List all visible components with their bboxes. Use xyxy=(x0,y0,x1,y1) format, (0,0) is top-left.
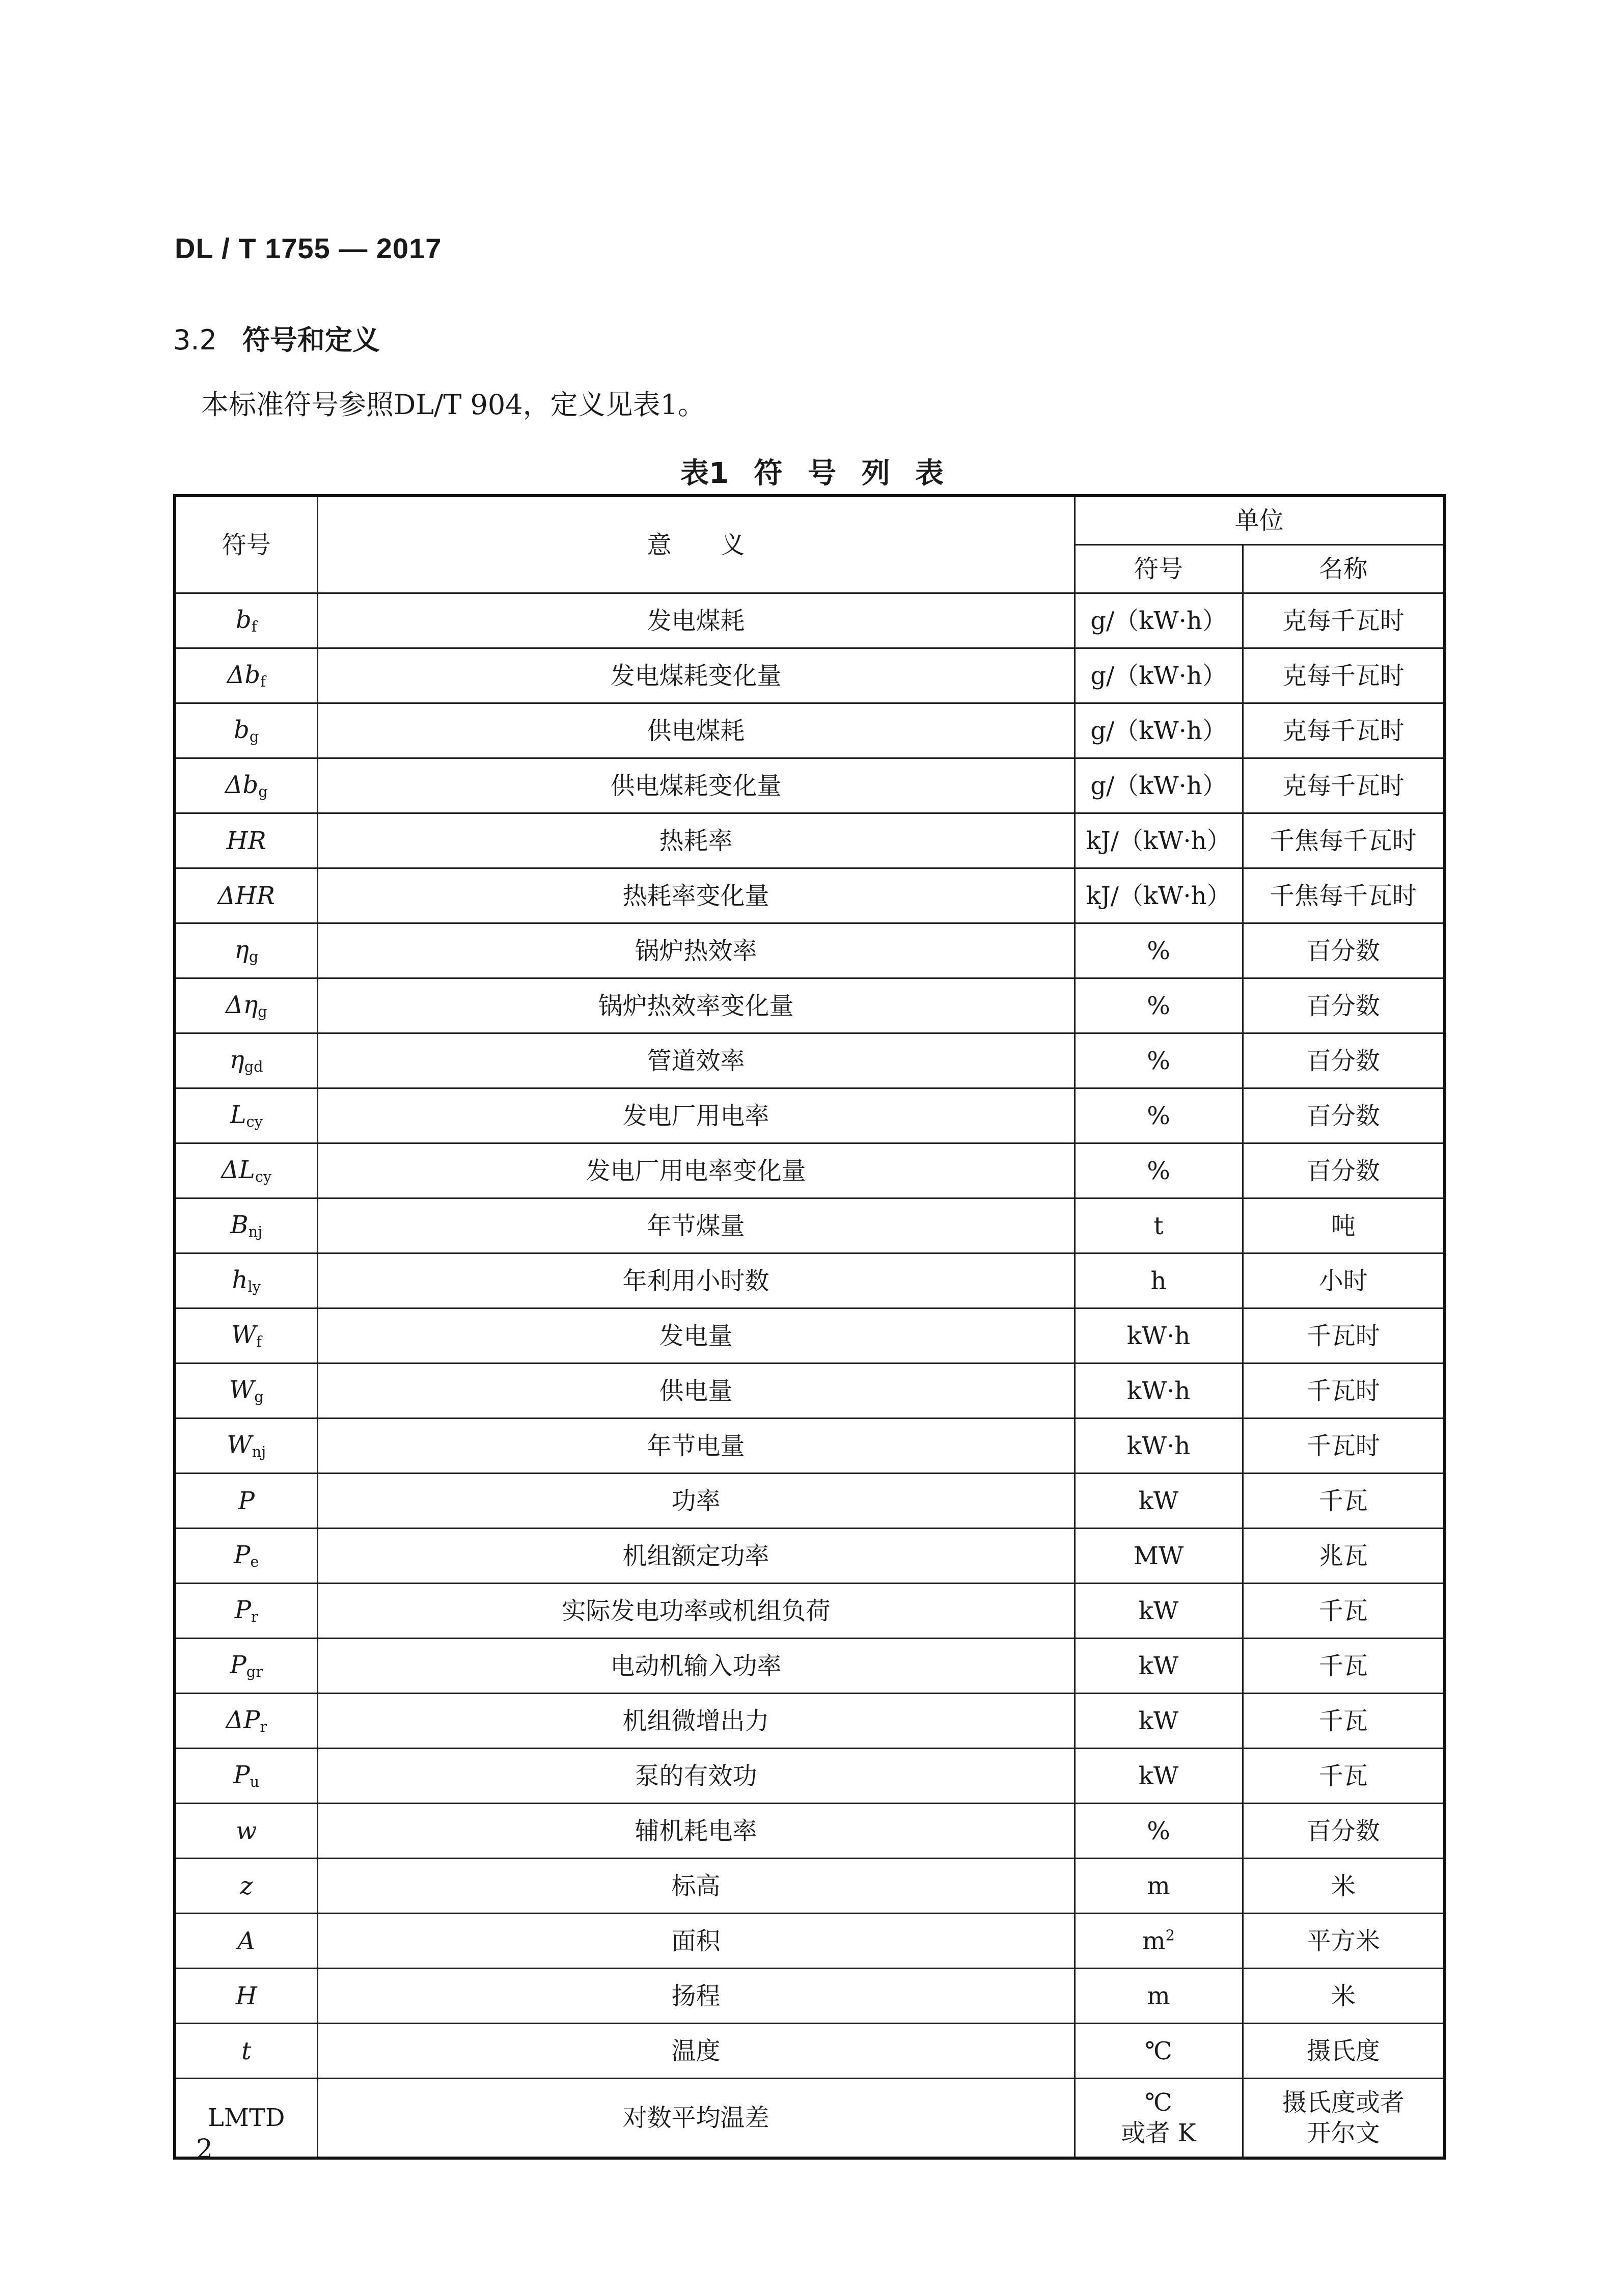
meaning-cell: 机组微增出力 xyxy=(317,1694,1075,1749)
symbol-base: P xyxy=(234,1596,251,1625)
meaning-cell: 年节煤量 xyxy=(317,1198,1075,1253)
table-body xyxy=(175,593,1445,2159)
meaning-cell: 锅炉热效率 xyxy=(317,923,1075,978)
meaning-cell: 标高 xyxy=(317,1859,1075,1914)
meaning-cell: 电动机输入功率 xyxy=(317,1639,1075,1694)
symbol-subscript: f xyxy=(256,1333,262,1351)
meaning-cell: 实际发电功率或机组负荷 xyxy=(317,1584,1075,1639)
symbol-subscript: g xyxy=(249,948,259,966)
symbol-base: η xyxy=(229,1046,244,1075)
table-row xyxy=(175,1584,1445,1639)
unit-name-cell: 米 xyxy=(1243,1969,1445,2024)
table-row xyxy=(175,1804,1445,1859)
unit-symbol-text: kW xyxy=(1138,1651,1179,1680)
symbol-base: HR xyxy=(226,826,266,855)
header-unit: 单位 xyxy=(1075,496,1445,545)
unit-symbol-cell xyxy=(1075,2024,1243,2079)
symbol-base: ΔL xyxy=(221,1156,255,1185)
symbol-cell xyxy=(175,2024,317,2079)
table-row xyxy=(175,2079,1445,2159)
unit-symbol-cell xyxy=(1075,1033,1243,1088)
meaning-cell: 供电量 xyxy=(317,1364,1075,1419)
symbol-base: P xyxy=(234,1541,251,1570)
table-row xyxy=(175,1198,1445,1253)
table-row xyxy=(175,1529,1445,1584)
symbol-base: Δη xyxy=(225,991,258,1020)
unit-name-cell: 千瓦时 xyxy=(1243,1308,1445,1364)
unit-symbol-text: g/（kW·h） xyxy=(1090,771,1227,800)
unit-symbol-text: m xyxy=(1142,1926,1166,1955)
symbol-cell xyxy=(175,703,317,758)
unit-symbol-cell xyxy=(1075,1088,1243,1143)
symbol-cell xyxy=(175,978,317,1033)
unit-name-cell: 千瓦 xyxy=(1243,1584,1445,1639)
unit-symbol-cell xyxy=(1075,2079,1243,2159)
unit-name-cell: 小时 xyxy=(1243,1253,1445,1308)
unit-name-cell: 千焦每千瓦时 xyxy=(1243,868,1445,923)
unit-symbol-text: % xyxy=(1147,936,1170,965)
unit-name-cell: 千瓦 xyxy=(1243,1474,1445,1529)
unit-symbol-text: % xyxy=(1147,991,1170,1020)
symbol-subscript: r xyxy=(251,1608,258,1626)
meaning-cell: 辅机耗电率 xyxy=(317,1804,1075,1859)
unit-symbol-text: t xyxy=(1153,1211,1164,1240)
symbols-table xyxy=(173,494,1446,2160)
section-heading xyxy=(173,318,380,358)
unit-symbol-cell xyxy=(1075,813,1243,868)
meaning-cell: 发电煤耗 xyxy=(317,593,1075,648)
unit-symbol-line: ℃ xyxy=(1145,2088,1172,2117)
table-row xyxy=(175,1694,1445,1749)
unit-name-cell: 百分数 xyxy=(1243,923,1445,978)
symbol-base: ΔP xyxy=(226,1706,260,1735)
unit-symbol-cell xyxy=(1075,758,1243,813)
unit-symbol-cell xyxy=(1075,978,1243,1033)
unit-symbol-cell xyxy=(1075,1474,1243,1529)
unit-symbol-cell xyxy=(1075,1749,1243,1804)
symbol-base: W xyxy=(227,1431,252,1460)
unit-symbol-cell xyxy=(1075,1198,1243,1253)
unit-name-cell: 千瓦 xyxy=(1243,1694,1445,1749)
unit-name-cell: 千焦每千瓦时 xyxy=(1243,813,1445,868)
header-symbol: 符号 xyxy=(175,496,317,593)
unit-name-cell: 千瓦 xyxy=(1243,1749,1445,1804)
section-number: 3.2 xyxy=(173,324,217,356)
symbol-cell xyxy=(175,1308,317,1364)
unit-symbol-cell xyxy=(1075,1143,1243,1198)
symbol-cell xyxy=(175,1419,317,1474)
symbol-cell xyxy=(175,1914,317,1969)
table-row xyxy=(175,1639,1445,1694)
meaning-cell: 对数平均温差 xyxy=(317,2079,1075,2159)
symbol-subscript: g xyxy=(258,783,268,801)
table-row xyxy=(175,1969,1445,2024)
header-unit-symbol: 符号 xyxy=(1075,545,1243,593)
unit-name-cell: 吨 xyxy=(1243,1198,1445,1253)
unit-name-cell: 千瓦时 xyxy=(1243,1419,1445,1474)
unit-name-cell: 百分数 xyxy=(1243,1088,1445,1143)
table-row xyxy=(175,1474,1445,1529)
symbol-subscript: e xyxy=(250,1553,259,1571)
intro-paragraph: 本标准符号参照DL/T 904，定义见表1。 xyxy=(201,389,705,421)
symbol-subscript: gr xyxy=(246,1663,263,1681)
unit-symbol-text: % xyxy=(1147,1101,1170,1130)
unit-name-line: 摄氏度或者 xyxy=(1282,2088,1405,2117)
section-title: 符号和定义 xyxy=(242,324,380,356)
unit-symbol-text: kW xyxy=(1138,1596,1179,1625)
symbol-subscript: g xyxy=(254,1388,264,1406)
unit-symbol-cell xyxy=(1075,1804,1243,1859)
symbol-base: LMTD xyxy=(207,2104,285,2132)
unit-symbol-text: kW xyxy=(1138,1761,1179,1790)
symbol-cell xyxy=(175,1969,317,2024)
unit-superscript: 2 xyxy=(1165,1926,1175,1944)
symbol-base: B xyxy=(230,1211,249,1240)
table-row xyxy=(175,1033,1445,1088)
symbol-cell xyxy=(175,923,317,978)
unit-symbol-text: g/（kW·h） xyxy=(1090,606,1227,635)
symbol-subscript: u xyxy=(250,1773,260,1791)
symbol-base: W xyxy=(231,1321,257,1350)
meaning-cell: 泵的有效功 xyxy=(317,1749,1075,1804)
symbol-subscript: f xyxy=(260,673,266,691)
meaning-cell: 年节电量 xyxy=(317,1419,1075,1474)
page-number: 2 xyxy=(196,2134,213,2165)
meaning-cell: 面积 xyxy=(317,1914,1075,1969)
symbol-cell xyxy=(175,1033,317,1088)
unit-symbol-cell xyxy=(1075,1584,1243,1639)
unit-symbol-cell xyxy=(1075,1529,1243,1584)
table-row xyxy=(175,648,1445,703)
unit-symbol-text: kW xyxy=(1138,1486,1179,1515)
unit-symbol-text: MW xyxy=(1133,1541,1184,1570)
unit-symbol-cell xyxy=(1075,593,1243,648)
unit-name-cell: 克每千瓦时 xyxy=(1243,758,1445,813)
unit-symbol-text: m xyxy=(1147,1981,1170,2010)
meaning-cell: 热耗率 xyxy=(317,813,1075,868)
meaning-cell: 发电量 xyxy=(317,1308,1075,1364)
meaning-cell: 热耗率变化量 xyxy=(317,868,1075,923)
unit-symbol-cell xyxy=(1075,1859,1243,1914)
symbol-base: t xyxy=(241,2036,252,2065)
symbol-cell xyxy=(175,1639,317,1694)
unit-symbol-text: kW xyxy=(1138,1706,1179,1735)
unit-symbol-text: kW·h xyxy=(1126,1376,1191,1405)
table-row xyxy=(175,1364,1445,1419)
unit-symbol-text: kW·h xyxy=(1126,1321,1191,1350)
symbol-base: Δb xyxy=(225,771,259,800)
unit-symbol-text: h xyxy=(1150,1266,1167,1295)
unit-symbol-text: ℃ xyxy=(1145,2036,1172,2065)
unit-symbol-cell xyxy=(1075,1969,1243,2024)
table-row xyxy=(175,1749,1445,1804)
table-row xyxy=(175,1143,1445,1198)
unit-name-cell: 百分数 xyxy=(1243,1033,1445,1088)
meaning-cell: 扬程 xyxy=(317,1969,1075,2024)
symbol-cell xyxy=(175,1198,317,1253)
symbol-base: η xyxy=(234,936,249,965)
symbol-cell xyxy=(175,1584,317,1639)
table-row xyxy=(175,868,1445,923)
symbol-base: P xyxy=(230,1651,246,1680)
symbol-base: h xyxy=(232,1266,248,1295)
unit-name-cell: 千瓦时 xyxy=(1243,1364,1445,1419)
unit-symbol-cell xyxy=(1075,1308,1243,1364)
unit-symbol-cell xyxy=(1075,868,1243,923)
unit-symbol-line: 或者 K xyxy=(1121,2119,1196,2147)
unit-name-cell: 克每千瓦时 xyxy=(1243,703,1445,758)
unit-name-line: 开尔文 xyxy=(1306,2119,1380,2147)
symbol-base: A xyxy=(237,1926,256,1955)
symbol-cell xyxy=(175,1529,317,1584)
table-row xyxy=(175,1253,1445,1308)
unit-symbol-text: % xyxy=(1147,1156,1170,1185)
meaning-cell: 供电煤耗 xyxy=(317,703,1075,758)
symbol-cell xyxy=(175,648,317,703)
symbol-cell xyxy=(175,1804,317,1859)
unit-symbol-cell xyxy=(1075,703,1243,758)
symbol-base: b xyxy=(234,716,250,745)
unit-name-cell: 克每千瓦时 xyxy=(1243,648,1445,703)
symbol-subscript: f xyxy=(251,618,257,636)
symbol-subscript: cy xyxy=(255,1168,272,1186)
table-row xyxy=(175,1088,1445,1143)
symbol-subscript: nj xyxy=(248,1223,263,1241)
symbol-base: ΔHR xyxy=(217,881,276,910)
unit-symbol-cell xyxy=(1075,1694,1243,1749)
meaning-cell: 发电厂用电率变化量 xyxy=(317,1143,1075,1198)
symbol-subscript: r xyxy=(260,1718,267,1736)
table-row xyxy=(175,1859,1445,1914)
unit-name-cell: 百分数 xyxy=(1243,978,1445,1033)
symbol-cell xyxy=(175,1143,317,1198)
symbol-base: Δb xyxy=(227,661,261,690)
unit-symbol-cell xyxy=(1075,1419,1243,1474)
symbol-subscript: nj xyxy=(252,1443,266,1461)
symbol-base: z xyxy=(240,1871,253,1900)
unit-name-cell: 兆瓦 xyxy=(1243,1529,1445,1584)
unit-name-cell xyxy=(1243,2079,1445,2159)
unit-name-cell: 摄氏度 xyxy=(1243,2024,1445,2079)
symbol-cell xyxy=(175,593,317,648)
symbol-base: H xyxy=(235,1981,257,2010)
symbol-cell xyxy=(175,1474,317,1529)
symbol-base: b xyxy=(236,606,252,635)
unit-symbol-text: m xyxy=(1147,1871,1170,1900)
symbol-subscript: cy xyxy=(246,1113,263,1131)
header-unit-name: 名称 xyxy=(1243,545,1445,593)
symbol-cell xyxy=(175,813,317,868)
symbol-cell xyxy=(175,1364,317,1419)
table-row xyxy=(175,1914,1445,1969)
unit-symbol-text: kJ/（kW·h） xyxy=(1086,881,1231,910)
symbol-subscript: g xyxy=(249,728,259,746)
symbol-base: P xyxy=(238,1486,255,1515)
symbol-base: L xyxy=(230,1101,246,1130)
meaning-cell: 供电煤耗变化量 xyxy=(317,758,1075,813)
table-caption: 表1 符 号 列 表 xyxy=(680,457,944,490)
table-row xyxy=(175,758,1445,813)
symbol-cell xyxy=(175,1088,317,1143)
table-row xyxy=(175,1308,1445,1364)
symbol-cell xyxy=(175,1749,317,1804)
symbol-subscript: g xyxy=(258,1003,267,1021)
meaning-cell: 发电煤耗变化量 xyxy=(317,648,1075,703)
unit-symbol-cell xyxy=(1075,1914,1243,1969)
meaning-cell: 管道效率 xyxy=(317,1033,1075,1088)
unit-symbol-text: kJ/（kW·h） xyxy=(1086,826,1231,855)
symbol-cell xyxy=(175,1253,317,1308)
unit-name-cell: 百分数 xyxy=(1243,1143,1445,1198)
table-row xyxy=(175,703,1445,758)
symbol-base: w xyxy=(236,1816,257,1845)
unit-symbol-cell xyxy=(1075,1253,1243,1308)
unit-symbol-cell xyxy=(1075,648,1243,703)
meaning-cell: 机组额定功率 xyxy=(317,1529,1075,1584)
unit-name-cell: 克每千瓦时 xyxy=(1243,593,1445,648)
symbol-base: P xyxy=(233,1761,250,1790)
table-row xyxy=(175,813,1445,868)
unit-symbol-text: g/（kW·h） xyxy=(1090,661,1227,690)
unit-name-cell: 米 xyxy=(1243,1859,1445,1914)
table-row xyxy=(175,593,1445,648)
unit-name-cell: 平方米 xyxy=(1243,1914,1445,1969)
unit-symbol-text: % xyxy=(1147,1816,1170,1845)
unit-symbol-text: g/（kW·h） xyxy=(1090,716,1227,745)
unit-name-cell: 百分数 xyxy=(1243,1804,1445,1859)
symbol-subscript: ly xyxy=(247,1278,261,1296)
unit-symbol-text: kW·h xyxy=(1126,1431,1191,1460)
table-row xyxy=(175,1419,1445,1474)
symbol-cell xyxy=(175,868,317,923)
table-row xyxy=(175,2024,1445,2079)
symbol-subscript: gd xyxy=(244,1058,263,1076)
symbol-cell xyxy=(175,758,317,813)
symbol-cell xyxy=(175,1694,317,1749)
symbol-cell xyxy=(175,1859,317,1914)
header-meaning: 意 义 xyxy=(317,496,1075,593)
unit-name-cell: 千瓦 xyxy=(1243,1639,1445,1694)
standard-code: DL / T 1755 — 2017 xyxy=(175,232,442,264)
table-row xyxy=(175,978,1445,1033)
meaning-cell: 锅炉热效率变化量 xyxy=(317,978,1075,1033)
meaning-cell: 温度 xyxy=(317,2024,1075,2079)
symbol-base: W xyxy=(229,1376,255,1405)
unit-symbol-text: % xyxy=(1147,1046,1170,1075)
meaning-cell: 年利用小时数 xyxy=(317,1253,1075,1308)
table-row xyxy=(175,923,1445,978)
unit-symbol-cell xyxy=(1075,1639,1243,1694)
unit-symbol-cell xyxy=(1075,1364,1243,1419)
unit-symbol-cell xyxy=(1075,923,1243,978)
meaning-cell: 功率 xyxy=(317,1474,1075,1529)
meaning-cell: 发电厂用电率 xyxy=(317,1088,1075,1143)
